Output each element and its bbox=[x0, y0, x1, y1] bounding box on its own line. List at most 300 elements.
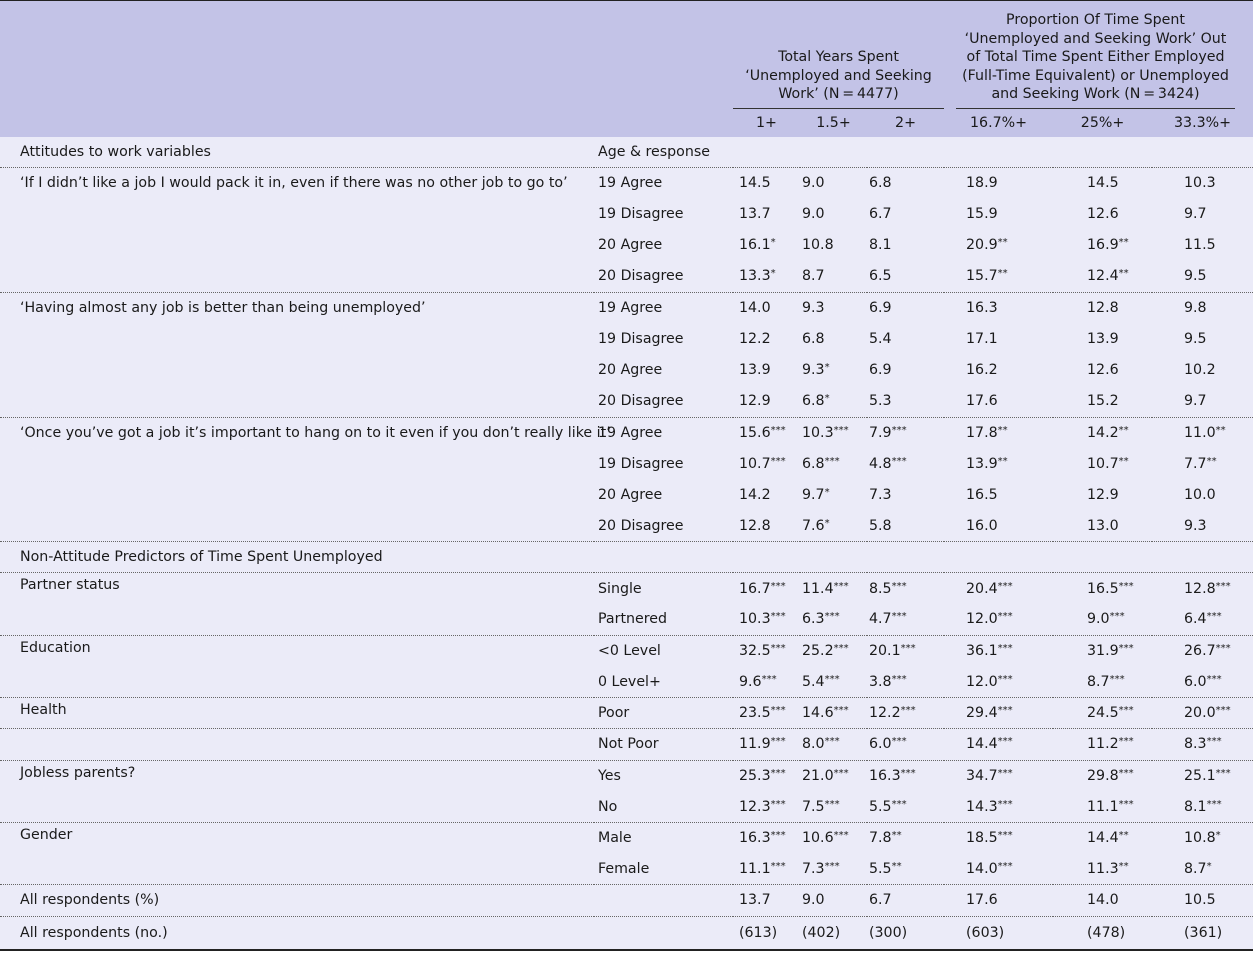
row-group-label bbox=[0, 448, 594, 479]
cell-text: No bbox=[598, 798, 618, 815]
cell-text: 9.8 bbox=[1184, 300, 1207, 317]
value-cell bbox=[1152, 386, 1253, 417]
row-label bbox=[594, 822, 733, 853]
significance-marker: *** bbox=[997, 860, 1013, 872]
value-cell bbox=[733, 168, 800, 199]
cell-text: 11.4 bbox=[802, 580, 834, 597]
column-header bbox=[1053, 109, 1152, 137]
value-cell bbox=[800, 479, 867, 510]
significance-marker: *** bbox=[891, 580, 907, 592]
value-cell bbox=[1053, 635, 1152, 666]
cell-text: 11.3 bbox=[1087, 860, 1119, 877]
table-row bbox=[0, 698, 1253, 729]
row-label bbox=[594, 698, 733, 729]
significance-marker: * bbox=[1215, 830, 1221, 842]
significance-marker: *** bbox=[1109, 673, 1125, 685]
cell-text: 10.8 bbox=[802, 237, 834, 254]
row-label bbox=[594, 199, 733, 230]
cell-text: 20.9 bbox=[966, 237, 998, 254]
cell-text: Non-Attitude Predictors of Time Spent Unemployed bbox=[20, 549, 383, 566]
cell-text: 13.7 bbox=[739, 206, 771, 223]
value-cell bbox=[944, 729, 1053, 760]
value-cell bbox=[944, 791, 1053, 822]
value-cell bbox=[1152, 916, 1253, 950]
cell-text: 11.1 bbox=[1087, 798, 1119, 815]
cell-text: 16.3 bbox=[869, 767, 901, 784]
table-row bbox=[0, 542, 1253, 573]
table-row bbox=[0, 916, 1253, 950]
table-row bbox=[0, 168, 1253, 199]
significance-marker: *** bbox=[891, 611, 907, 623]
value-cell bbox=[733, 760, 800, 791]
table-row bbox=[0, 885, 1253, 916]
cell-text: 6.7 bbox=[869, 892, 892, 909]
value-cell bbox=[800, 323, 867, 354]
value-cell bbox=[1152, 604, 1253, 635]
cell-text: 9.7 bbox=[1184, 206, 1207, 223]
table-row bbox=[0, 386, 1253, 417]
cell-text: 14.0 bbox=[739, 300, 771, 317]
cell-text: 15.6 bbox=[739, 424, 771, 441]
value-cell bbox=[1152, 667, 1253, 698]
row-label bbox=[594, 542, 733, 573]
cell-text: 20 Agree bbox=[598, 362, 663, 379]
significance-marker: *** bbox=[833, 767, 849, 779]
cell-text: (478) bbox=[1087, 924, 1126, 941]
value-cell bbox=[1152, 822, 1253, 853]
cell-text: 32.5 bbox=[739, 643, 771, 660]
value-cell bbox=[944, 417, 1053, 448]
significance-marker: *** bbox=[824, 611, 840, 623]
value-cell bbox=[1053, 885, 1152, 916]
significance-marker: *** bbox=[1215, 580, 1231, 592]
cell-text: 20 Agree bbox=[598, 237, 663, 254]
row-label bbox=[594, 479, 733, 510]
cell-text: 7.3 bbox=[869, 486, 892, 503]
cell-text: 0 Level+ bbox=[598, 673, 661, 690]
group2-title-text: Proportion Of Time Spent ‘Unemployed and Seeking Work’ Out of Total Time Spent Either Employed (Full-Time Equivalent) or Unemployed and Seeking Work (N = 3424) bbox=[956, 11, 1235, 109]
cell-text: 16.7 bbox=[739, 580, 771, 597]
significance-marker: ** bbox=[1118, 237, 1129, 249]
cell-text: 7.6 bbox=[802, 517, 825, 534]
cell-text: 16.2 bbox=[966, 362, 998, 379]
cell-text: 29.4 bbox=[966, 705, 998, 722]
cell-text: 6.9 bbox=[869, 362, 892, 379]
significance-marker: * bbox=[824, 393, 830, 405]
value-cell bbox=[867, 323, 944, 354]
value-cell bbox=[1152, 698, 1253, 729]
value-cell bbox=[1053, 230, 1152, 261]
value-cell bbox=[1053, 822, 1152, 853]
significance-marker: *** bbox=[997, 705, 1013, 717]
cell-text: 9.6 bbox=[739, 673, 762, 690]
cell-text: 17.1 bbox=[966, 331, 998, 348]
cell-text: 9.3 bbox=[1184, 517, 1207, 534]
value-cell bbox=[867, 292, 944, 323]
cell-text: 14.3 bbox=[966, 798, 998, 815]
significance-marker: *** bbox=[833, 424, 849, 436]
significance-marker: ** bbox=[891, 830, 902, 842]
empty-cell bbox=[1152, 137, 1253, 168]
value-cell bbox=[733, 635, 800, 666]
value-cell bbox=[800, 760, 867, 791]
table-row bbox=[0, 791, 1253, 822]
cell-text: 12.9 bbox=[1087, 486, 1119, 503]
cell-text: 8.0 bbox=[802, 736, 825, 753]
table-row bbox=[0, 355, 1253, 386]
significance-marker: *** bbox=[891, 424, 907, 436]
value-cell bbox=[1053, 479, 1152, 510]
cell-text: 5.3 bbox=[869, 393, 892, 410]
row-group-label bbox=[0, 199, 594, 230]
value-cell bbox=[1152, 355, 1253, 386]
row-group-label bbox=[0, 386, 594, 417]
value-cell bbox=[1053, 386, 1152, 417]
significance-marker: *** bbox=[824, 860, 840, 872]
significance-marker: * bbox=[824, 517, 830, 529]
cell-text: 7.9 bbox=[869, 424, 892, 441]
value-cell bbox=[800, 791, 867, 822]
cell-text: 7.7 bbox=[1184, 455, 1207, 472]
cell-text: 13.3 bbox=[739, 268, 771, 285]
row-label bbox=[594, 667, 733, 698]
cell-text: 16.0 bbox=[966, 517, 998, 534]
cell-text: 18.5 bbox=[966, 830, 998, 847]
significance-marker: ** bbox=[997, 424, 1008, 436]
value-cell bbox=[867, 604, 944, 635]
row-group-label bbox=[0, 137, 594, 168]
value-cell bbox=[944, 822, 1053, 853]
significance-marker: * bbox=[824, 486, 830, 498]
significance-marker: *** bbox=[1109, 611, 1125, 623]
cell-text: 12.6 bbox=[1087, 362, 1119, 379]
significance-marker: *** bbox=[1206, 673, 1222, 685]
cell-text: Single bbox=[598, 580, 642, 597]
cell-text: 4.8 bbox=[869, 455, 892, 472]
cell-text: 7.3 bbox=[802, 860, 825, 877]
cell-text: 6.8 bbox=[802, 393, 825, 410]
value-cell bbox=[800, 386, 867, 417]
cell-text: 7.8 bbox=[869, 830, 892, 847]
significance-marker: *** bbox=[1118, 580, 1134, 592]
value-cell bbox=[867, 729, 944, 760]
significance-marker: *** bbox=[1118, 798, 1134, 810]
significance-marker: *** bbox=[770, 767, 786, 779]
cell-text: 20 Disagree bbox=[598, 393, 684, 410]
row-group-label bbox=[0, 230, 594, 261]
empty-cell bbox=[944, 542, 1053, 573]
cell-text: 6.3 bbox=[802, 611, 825, 628]
cell-text: 33.3%+ bbox=[1174, 114, 1231, 131]
cell-text: (603) bbox=[966, 924, 1005, 941]
significance-marker: *** bbox=[770, 736, 786, 748]
cell-text: 25.1 bbox=[1184, 767, 1216, 784]
cell-text: 9.0 bbox=[802, 175, 825, 192]
row-group-label bbox=[0, 916, 594, 950]
value-cell bbox=[867, 355, 944, 386]
cell-text: 16.7%+ bbox=[970, 114, 1027, 131]
value-cell bbox=[800, 885, 867, 916]
significance-marker: *** bbox=[833, 705, 849, 717]
column-header bbox=[1152, 109, 1253, 137]
cell-text: 13.0 bbox=[1087, 517, 1119, 534]
table-row bbox=[0, 604, 1253, 635]
value-cell bbox=[944, 511, 1053, 542]
value-cell bbox=[800, 822, 867, 853]
value-cell bbox=[944, 698, 1053, 729]
cell-text: 5.8 bbox=[869, 517, 892, 534]
cell-text: 7.5 bbox=[802, 798, 825, 815]
cell-text: 19 Agree bbox=[598, 424, 663, 441]
value-cell bbox=[944, 760, 1053, 791]
cell-text: 9.0 bbox=[1087, 611, 1110, 628]
significance-marker: *** bbox=[900, 767, 916, 779]
value-cell bbox=[867, 199, 944, 230]
cell-text: <0 Level bbox=[598, 643, 661, 660]
value-cell bbox=[944, 448, 1053, 479]
value-cell bbox=[733, 885, 800, 916]
value-cell bbox=[1053, 199, 1152, 230]
cell-text: 8.1 bbox=[869, 237, 892, 254]
value-cell bbox=[733, 323, 800, 354]
value-cell bbox=[1053, 729, 1152, 760]
cell-text: Gender bbox=[20, 826, 73, 843]
cell-text: 36.1 bbox=[966, 643, 998, 660]
value-cell bbox=[800, 667, 867, 698]
row-label bbox=[594, 604, 733, 635]
cell-text: (402) bbox=[802, 924, 841, 941]
significance-marker: *** bbox=[900, 643, 916, 655]
value-cell bbox=[800, 573, 867, 604]
value-cell bbox=[1053, 261, 1152, 292]
significance-marker: *** bbox=[824, 455, 840, 467]
row-group-label bbox=[0, 667, 594, 698]
row-label bbox=[594, 417, 733, 448]
significance-marker: *** bbox=[833, 643, 849, 655]
value-cell bbox=[1152, 292, 1253, 323]
value-cell bbox=[1053, 698, 1152, 729]
value-cell bbox=[800, 729, 867, 760]
value-cell bbox=[867, 230, 944, 261]
cell-text: 10.3 bbox=[1184, 175, 1216, 192]
significance-marker: ** bbox=[997, 455, 1008, 467]
cell-text: 31.9 bbox=[1087, 643, 1119, 660]
value-cell bbox=[1053, 355, 1152, 386]
empty-cell bbox=[1053, 542, 1152, 573]
cell-text: 17.6 bbox=[966, 892, 998, 909]
row-label bbox=[594, 729, 733, 760]
value-cell bbox=[1152, 573, 1253, 604]
value-cell bbox=[867, 386, 944, 417]
cell-text: 14.2 bbox=[1087, 424, 1119, 441]
cell-text: 8.7 bbox=[1184, 860, 1207, 877]
cell-text: 11.1 bbox=[739, 860, 771, 877]
cell-text: 23.5 bbox=[739, 705, 771, 722]
cell-text: 12.6 bbox=[1087, 206, 1119, 223]
cell-text: 11.9 bbox=[739, 736, 771, 753]
empty-cell bbox=[944, 137, 1053, 168]
cell-text: Yes bbox=[598, 767, 621, 784]
cell-text: 16.5 bbox=[966, 486, 998, 503]
cell-text: (300) bbox=[869, 924, 908, 941]
value-cell bbox=[1053, 791, 1152, 822]
value-cell bbox=[1152, 261, 1253, 292]
value-cell bbox=[800, 230, 867, 261]
cell-text: 1+ bbox=[756, 114, 777, 131]
group2-title bbox=[944, 1, 1253, 109]
value-cell bbox=[1053, 854, 1152, 885]
significance-marker: *** bbox=[1206, 736, 1222, 748]
significance-marker: *** bbox=[833, 830, 849, 842]
cell-text: 5.5 bbox=[869, 798, 892, 815]
value-cell bbox=[944, 604, 1053, 635]
cell-text: 9.3 bbox=[802, 362, 825, 379]
cell-text: 8.7 bbox=[1087, 673, 1110, 690]
value-cell bbox=[1152, 885, 1253, 916]
value-cell bbox=[1053, 292, 1152, 323]
cell-text: All respondents (no.) bbox=[20, 924, 168, 941]
cell-text: 16.1 bbox=[739, 237, 771, 254]
significance-marker: *** bbox=[833, 580, 849, 592]
cell-text: 25.2 bbox=[802, 643, 834, 660]
cell-text: 10.5 bbox=[1184, 892, 1216, 909]
significance-marker: *** bbox=[824, 673, 840, 685]
significance-marker: *** bbox=[1118, 736, 1134, 748]
value-cell bbox=[867, 760, 944, 791]
value-cell bbox=[1152, 448, 1253, 479]
value-cell bbox=[867, 511, 944, 542]
value-cell bbox=[733, 261, 800, 292]
cell-text: 2+ bbox=[895, 114, 916, 131]
cell-text: 6.4 bbox=[1184, 611, 1207, 628]
value-cell bbox=[1152, 323, 1253, 354]
row-label bbox=[594, 791, 733, 822]
row-label bbox=[594, 168, 733, 199]
cell-text: Not Poor bbox=[598, 736, 659, 753]
value-cell bbox=[733, 355, 800, 386]
table-row bbox=[0, 760, 1253, 791]
empty-cell bbox=[733, 542, 800, 573]
value-cell bbox=[800, 168, 867, 199]
table-row bbox=[0, 822, 1253, 853]
value-cell bbox=[733, 417, 800, 448]
cell-text: 25%+ bbox=[1080, 114, 1125, 131]
cell-text: ‘Having almost any job is better than being unemployed’ bbox=[20, 300, 426, 317]
significance-marker: *** bbox=[997, 673, 1013, 685]
cell-text: 29.8 bbox=[1087, 767, 1119, 784]
cell-text: 17.6 bbox=[966, 393, 998, 410]
value-cell bbox=[1053, 760, 1152, 791]
value-cell bbox=[944, 323, 1053, 354]
cell-text: 13.9 bbox=[739, 362, 771, 379]
value-cell bbox=[1152, 635, 1253, 666]
cell-text: 6.9 bbox=[869, 300, 892, 317]
table-row bbox=[0, 854, 1253, 885]
table-header bbox=[0, 1, 1253, 137]
cell-text: 6.0 bbox=[869, 736, 892, 753]
cell-text: 9.0 bbox=[802, 206, 825, 223]
cell-text: Education bbox=[20, 639, 91, 656]
significance-marker: ** bbox=[1118, 455, 1129, 467]
cell-text: 14.0 bbox=[1087, 892, 1119, 909]
row-group-label bbox=[0, 604, 594, 635]
cell-text: 5.4 bbox=[869, 331, 892, 348]
cell-text: 11.5 bbox=[1184, 237, 1216, 254]
table-row bbox=[0, 573, 1253, 604]
cell-text: 14.4 bbox=[1087, 830, 1119, 847]
significance-marker: *** bbox=[824, 798, 840, 810]
empty-cell bbox=[800, 137, 867, 168]
significance-marker: ** bbox=[1118, 830, 1129, 842]
table-row bbox=[0, 667, 1253, 698]
value-cell bbox=[1053, 323, 1152, 354]
value-cell bbox=[800, 698, 867, 729]
cell-text: 12.0 bbox=[966, 611, 998, 628]
cell-text: 9.0 bbox=[802, 892, 825, 909]
cell-text: Partner status bbox=[20, 577, 120, 594]
value-cell bbox=[867, 916, 944, 950]
cell-text: 20 Agree bbox=[598, 486, 663, 503]
value-cell bbox=[1152, 511, 1253, 542]
cell-text: 9.5 bbox=[1184, 268, 1207, 285]
row-label bbox=[594, 854, 733, 885]
value-cell bbox=[867, 791, 944, 822]
significance-marker: * bbox=[1206, 860, 1212, 872]
significance-marker: *** bbox=[891, 736, 907, 748]
cell-text: ‘Once you’ve got a job it’s important to hang on to it even if you don’t really like it’ bbox=[20, 424, 611, 441]
cell-text: 19 Agree bbox=[598, 175, 663, 192]
significance-marker: *** bbox=[1206, 798, 1222, 810]
significance-marker: *** bbox=[1118, 643, 1134, 655]
value-cell bbox=[1152, 760, 1253, 791]
table-row bbox=[0, 323, 1253, 354]
cell-text: 10.0 bbox=[1184, 486, 1216, 503]
column-header bbox=[944, 109, 1053, 137]
table-row bbox=[0, 230, 1253, 261]
header-blank-2 bbox=[0, 109, 733, 137]
header-group-row bbox=[0, 1, 1253, 109]
cell-text: 19 Disagree bbox=[598, 206, 684, 223]
significance-marker: *** bbox=[997, 643, 1013, 655]
value-cell bbox=[1152, 791, 1253, 822]
row-group-label bbox=[0, 822, 594, 853]
cell-text: 14.4 bbox=[966, 736, 998, 753]
significance-marker: *** bbox=[891, 455, 907, 467]
cell-text: 6.0 bbox=[1184, 673, 1207, 690]
cell-text: 25.3 bbox=[739, 767, 771, 784]
cell-text: 6.8 bbox=[802, 455, 825, 472]
significance-marker: *** bbox=[824, 736, 840, 748]
cell-text: 20.1 bbox=[869, 643, 901, 660]
value-cell bbox=[944, 854, 1053, 885]
column-header bbox=[800, 109, 867, 137]
row-group-label bbox=[0, 323, 594, 354]
row-group-label bbox=[0, 698, 594, 729]
value-cell bbox=[867, 261, 944, 292]
significance-marker: *** bbox=[770, 705, 786, 717]
value-cell bbox=[733, 230, 800, 261]
value-cell bbox=[867, 417, 944, 448]
cell-text: Jobless parents? bbox=[20, 764, 136, 781]
value-cell bbox=[944, 667, 1053, 698]
value-cell bbox=[800, 261, 867, 292]
value-cell bbox=[867, 448, 944, 479]
cell-text: 12.2 bbox=[739, 331, 771, 348]
cell-text: 12.2 bbox=[869, 705, 901, 722]
cell-text: 20.0 bbox=[1184, 705, 1216, 722]
significance-marker: *** bbox=[997, 580, 1013, 592]
value-cell bbox=[733, 698, 800, 729]
